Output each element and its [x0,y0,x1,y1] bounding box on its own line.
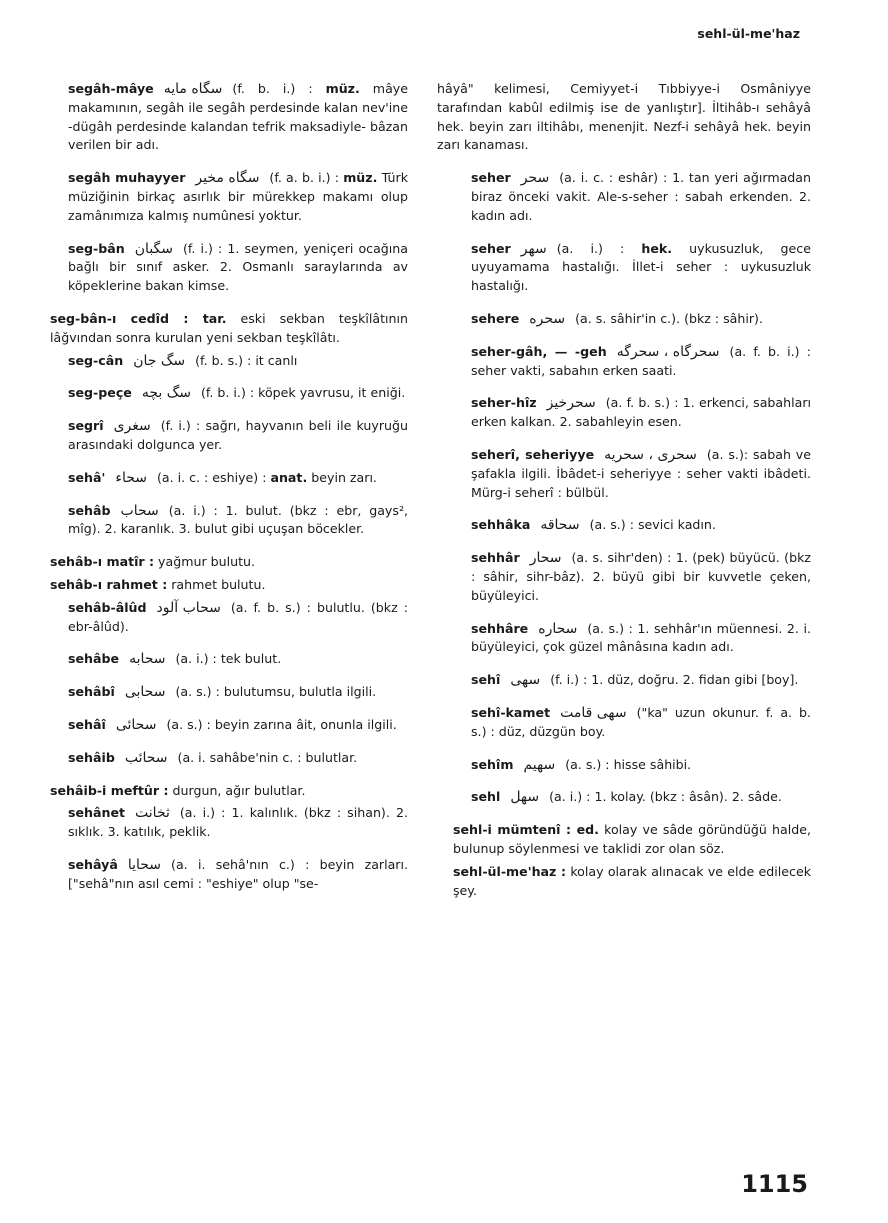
headword: sehâyâ [68,856,118,872]
headword: sehl-i mümtenî : ed. [453,822,599,838]
grammar-label: (f. i.) : [550,672,592,688]
dictionary-entry [34,683,408,702]
grammar-label: (a. i. c. : eshiye) : [156,469,271,485]
definition: seher vakti, sabahın erken saati. [471,362,677,378]
arabic-script: سگ بچه [141,385,191,402]
grammar-label: (f. a. b. i.) : [269,170,344,186]
grammar-label: (f. i.) : [183,240,228,256]
headword: seherî, seheriyye [471,446,595,462]
dictionary-entry [437,620,811,658]
definition: uykusuzluk, gece uyuyamama hastalığı. İllet-i seher : uykusuzluk hastalığı. [471,240,811,294]
definition: durgun, ağır bulutlar. [168,782,306,798]
arabic-script: سهی [510,672,541,689]
headword: seg-bân [68,240,125,256]
dictionary-entry [34,469,408,488]
dictionary-entry [34,782,408,801]
definition: beyin zarına âit, onunla ilgili. [214,716,397,732]
arabic-script: سحار [529,550,562,567]
arabic-script: سحرگاه ، سحرگه [616,343,720,360]
definition: Türk müziğinin birkaç asırlık bir mürekkep makamı olup zamânımıza kalmış numûnesi yoktur. [68,170,408,223]
definition: it canlı [255,352,298,368]
headword: seg-peçe [68,385,132,401]
dictionary-entry [34,169,408,225]
dictionary-entry [437,343,811,381]
domain-label: hek. [641,240,673,256]
arabic-script: سحایا [127,856,162,873]
definition: rahmet bulutu. [167,576,266,592]
dictionary-entry [437,821,811,859]
headword: segâh muhayyer [68,170,186,186]
dictionary-entry [34,804,408,842]
dictionary-entry [34,502,408,540]
dictionary-entry [34,80,408,155]
grammar-label: (a. s.) : [587,620,638,636]
definition: bulutlar. [305,749,358,765]
headword: segrî [68,418,104,434]
definition: (bkz : sâhir). [684,310,763,326]
headword: sehhâre [471,620,529,636]
arabic-script: سحر [520,170,550,187]
grammar-label: (a. i.) : [168,502,226,518]
arabic-script: سغری [113,418,151,435]
arabic-script: سحائب [124,749,168,766]
headword: sehâî [68,716,106,732]
grammar-label: (a. i.) : [179,805,232,821]
definition: 1. (pek) büyücü. (bkz : sâhir, sihr-bâz). 2. büyü gibi bir kuvvetle çeken, büyüleyici. [471,550,811,603]
definition: 1. sehhâr'ın müennesi. 2. i. büyüleyici, çok güzel mânâsına kadın adı. [471,620,811,655]
dictionary-entry [34,576,408,595]
arabic-script: سهی قامت [560,704,627,721]
grammar-label: (a. f. b. i.) : [729,343,811,359]
dictionary-entry [34,240,408,296]
dictionary-entry [437,310,811,329]
definition: 1. tan yeri ağırmadan biraz önceki vakit. Ale-s-seher : sabah erkenden. 2. kadın adı. [471,170,812,223]
headword: seher [471,240,511,256]
dictionary-entry [34,417,408,455]
headword: sehl [471,789,501,805]
definition: 1. kalınlık. (bkz : sihan). 2. sıklık. 3. katılık, peklik. [68,805,408,840]
dictionary-entry [437,516,811,535]
running-head: sehl-ül-me'haz [697,26,800,41]
arabic-script: سحره [529,310,566,327]
grammar-label: (a. i.) : [549,789,595,805]
dictionary-entry [34,310,408,348]
headword: seher [471,170,511,186]
definition: köpek yavrusu, it eniği. [258,385,406,401]
definition: tek bulut. [220,651,282,667]
grammar-label: (a. s.) : [565,756,614,772]
dictionary-entry [34,384,408,403]
arabic-script: سحرخیز [546,395,596,412]
grammar-label: (a. i. c. : eshâr) : [559,170,673,186]
headword: sehâ' [68,469,106,485]
headword: sehîm [471,756,514,772]
definition: bulutumsu, bulutla ilgili. [223,684,377,700]
definition: kolay ve sâde göründüğü halde, bulunup söylenmesi ve taklidi zor olan söz. [453,822,811,856]
arabic-script: سهیم [523,756,556,773]
definition: beyin zarı. [307,469,377,485]
arabic-script: ثخانت [135,805,170,822]
grammar-label: (f. b. i.) : [232,81,326,96]
arabic-script: سگبان [134,240,173,257]
dictionary-entry [437,394,811,432]
definition: hisse sâhibi. [613,756,692,772]
headword: sehâbe [68,651,120,667]
dictionary-entry [34,599,408,637]
headword: sehâb [68,502,111,518]
arabic-script: سحابه [129,651,166,668]
headword: sehhâka [471,517,531,533]
definition: yağmur bulutu. [154,554,256,570]
grammar-label: (a. i. sehâ'nın c.) : [171,856,320,872]
arabic-script: سگ جان [133,352,186,369]
definition: düz, düzgün boy. [498,723,606,739]
definition: 1. erkenci, sabahları erken kalkan. 2. sabahleyin esen. [471,395,811,430]
dictionary-entry [34,716,408,735]
dictionary-entry [437,704,811,742]
headword: sehî-kamet [471,704,551,720]
headword: sehere [471,310,520,326]
dictionary-entry [437,863,811,901]
grammar-label: (f. b. i.) : [201,385,259,401]
grammar-label: (a. i.) : [556,240,642,256]
dictionary-entry [437,80,811,155]
headword: sehî [471,672,501,688]
domain-label: müz. [325,81,360,96]
grammar-label: (f. b. s.) : [195,352,256,368]
grammar-label: ("ka" uzun okunur. f. a. b. s.) : [471,704,811,739]
headword: segâh-mâye [68,81,154,96]
grammar-label: (a. f. b. s.) : [605,395,683,411]
headword: sehâib [68,749,115,765]
domain-label: anat. [270,469,308,485]
definition: 1. bulut. (bkz : ebr, gays², mîg). 2. karanlık. 3. bulut gibi uçuşan böcekler. [68,502,408,537]
arabic-script: سحاب [120,502,159,519]
definition: beyin zarları. ["sehâ"nın asıl cemi : "eshiye" olup "se- [68,856,408,891]
dictionary-entry [34,650,408,669]
headword: seher-hîz [471,395,537,411]
dictionary-entry [437,788,811,807]
grammar-label: (a. s. sihr'den) : [571,550,676,566]
arabic-script: سهر [520,240,547,257]
dictionary-entry [437,549,811,605]
grammar-label: (a. f. b. s.) : [230,599,317,615]
definition: sağrı, hayvanın beli ile kuyruğu arasındaki dolgunca yer. [68,418,408,452]
grammar-label: (a. s.) : [166,716,215,732]
grammar-label: (a. s.) : [589,517,638,533]
arabic-script: سحابی [124,684,166,701]
grammar-label: (a. s.) : [175,684,224,700]
definition: mâye makamının, segâh ile segâh perdesinde kalan nev'ine -dügâh perdesinde kalandan tefrik maksadiyle- bâzan verilen bir adı. [68,81,408,153]
arabic-script: سهل [510,789,540,806]
definition: 1. düz, doğru. 2. fidan gibi [boy]. [591,672,799,688]
dictionary-entry [437,240,811,296]
headword: sehâb-âlûd [68,599,147,615]
definition: bulutlu. (bkz : ebr-âlûd). [68,599,408,634]
headword: sehâib-i meftûr : [50,782,169,798]
headword: sehhâr [471,550,520,566]
definition: 1. kolay. (bkz : âsân). 2. sâde. [594,789,782,805]
definition: 1. seymen, yeniçeri ocağına bağlı bir sınıf asker. 2. Osmanlı saraylarında av köpeklerine bakan kimse. [68,240,408,294]
grammar-label: (a. i. sahâbe'nin c. : [177,749,306,765]
dictionary-entry [34,352,408,371]
dictionary-entry [34,749,408,768]
headword: sehânet [68,805,126,821]
headword: sehâb-ı matîr : [50,554,155,570]
definition: hâyâ" kelimesi, Cemiyyet-i Tıbbiyye-i Osmâniyye tarafından kabûl edilmiş ise de yanlıştır]. İltihâb-ı sehâyâ hek. beyin zarı iltihâbı, menenjit. Nezf-i sehâyâ hek. beyin zarı kanaması. [437,81,811,153]
arabic-script: سحاقه [540,517,580,534]
definition: kolay olarak alınacak ve elde edilecek şey. [453,863,811,898]
grammar-label: (a. i.) : [175,651,221,667]
arabic-script: سحاء [115,469,147,486]
domain-label: müz. [343,170,378,186]
dictionary-entry [437,446,811,502]
page-number: 1115 [741,1170,808,1198]
headword: sehl-ül-me'haz : [453,863,567,879]
dictionary-entry [34,856,408,894]
arabic-script: سحری ، سحریه [604,446,697,463]
arabic-script: سگاه مخیر [195,170,260,187]
grammar-label: (a. s.): [706,446,753,462]
dictionary-entry [437,671,811,690]
definition: eski sekban teşkîlâtının lâğvından sonra kurulan yeni sekban teşkîlâtı. [50,310,408,345]
grammar-label: (f. i.) : [160,418,206,434]
right-column [437,80,811,904]
grammar-label: (a. s. sâhir'in c.). [575,310,685,326]
arabic-script: سحائی [115,716,157,733]
dictionary-entry [437,756,811,775]
dictionary-entry [437,169,811,225]
dictionary-entry [34,553,408,572]
headword: seg-cân [68,352,124,368]
headword: sehâb-ı rahmet : [50,576,168,592]
arabic-script: سگاه مایه [163,81,223,97]
headword: sehâbî [68,684,115,700]
definition: sevici kadın. [637,517,716,533]
arabic-script: سحاره [538,620,578,637]
definition: sabah ve şafakla ilgili. İbâdet-i seheriyye : seher vakti ibâdeti. Mürg-i seherî : bülbül. [471,446,811,500]
headword: seher-gâh, — -geh [471,343,607,359]
left-column [34,80,408,908]
arabic-script: سحاب آلود [156,599,221,616]
headword: seg-bân-ı cedîd : tar. [50,310,227,326]
